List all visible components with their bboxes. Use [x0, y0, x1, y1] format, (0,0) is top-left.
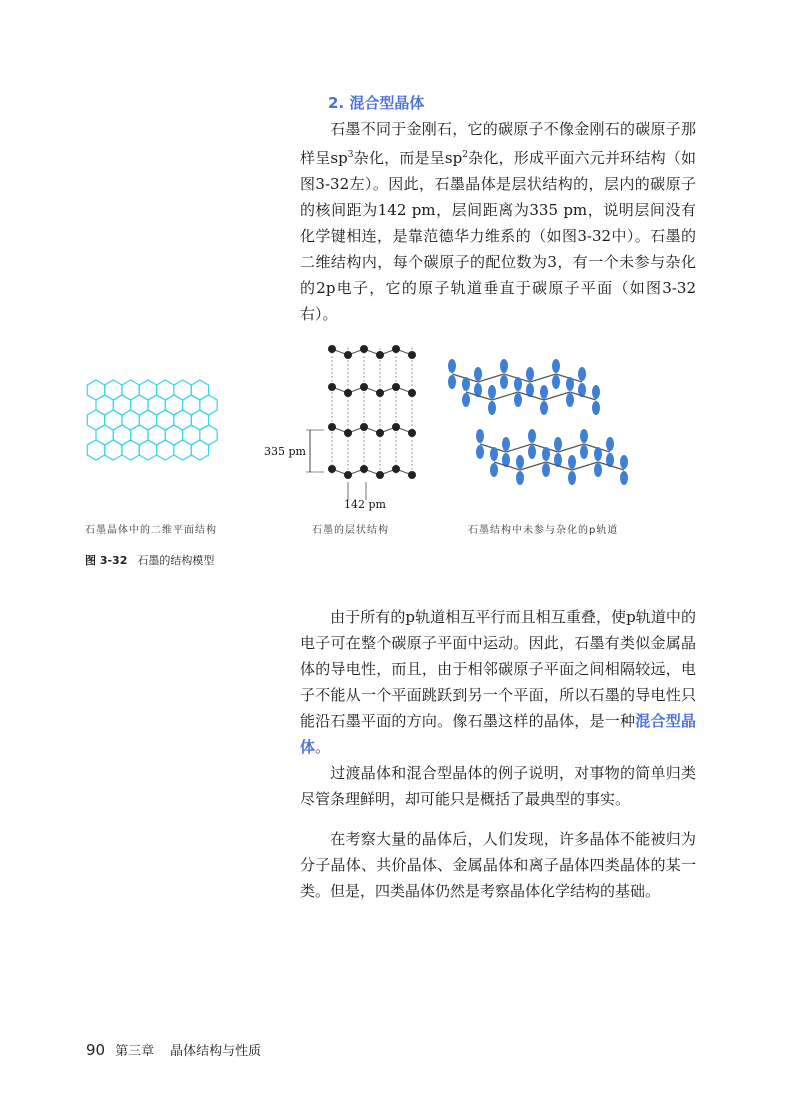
figure-title	[85, 552, 214, 568]
chapter-label: 第三章	[115, 1044, 155, 1059]
graphite-layer-figure	[262, 340, 422, 512]
paragraph4-text: 在考察大量的晶体后，人们发现，许多晶体不能被归为分子晶体、共价晶体、金属晶体和离子晶体四类晶体的某一类。但是，四类晶体仍然是考察晶体化学结构的基础。	[300, 830, 696, 900]
p-orbital-figure	[440, 348, 660, 498]
figure-number: 图 3-32	[85, 554, 128, 567]
graphite-2d-plane-figure	[82, 378, 242, 488]
paragraph-graphite-structure	[300, 116, 696, 327]
highlight-term: 混合型晶体	[300, 712, 696, 756]
paragraph-conductivity	[300, 604, 696, 760]
paragraph3-text: 过渡晶体和混合型晶体的例子说明，对事物的简单归类尽管条理鲜明，却可能只是概括了最典型的事实。	[300, 764, 696, 808]
paragraph1-text-b: 杂化，而是呈sp	[353, 149, 463, 167]
section-heading: 2. 混合型晶体	[328, 94, 425, 112]
superscript-3: 3	[347, 150, 354, 160]
paragraph1-text-c: 杂化，形成平面六元并环结构（如图3-32左）。因此，石墨晶体是层状结构的，层内的碳原子的核间距为142 pm，层间距离为335 pm，说明层间没有化学键相连，是靠范德华力维系的（如图3-32中）。石墨的二维结构内，每个碳原子的配位数为3，有一个未参与杂化的2p电子，它的原子轨道垂直于碳原子平面（如图3-32右）。	[300, 149, 696, 323]
paragraph2-end: 。	[315, 738, 331, 756]
figure-title-text: 石墨的结构模型	[137, 554, 215, 567]
paragraph-classification	[300, 760, 696, 812]
bond-length-label: 142 pm	[344, 498, 386, 511]
chapter-title: 晶体结构与性质	[170, 1044, 262, 1059]
superscript-2: 2	[462, 150, 468, 160]
interlayer-distance-label: 335 pm	[264, 445, 306, 458]
paragraph-conclusion	[300, 826, 696, 904]
paragraph2-text: 由于所有的p轨道相互平行而且相互重叠，使p轨道中的电子可在整个碳原子平面中运动。因此，石墨有类似金属晶体的导电性，而且，由于相邻碳原子平面之间相隔较远，电子不能从一个平面跳跃到另一个平面，所以石墨的导电性只能沿石墨平面的方向。像石墨这样的晶体，是一种	[300, 608, 696, 730]
caption-middle: 石墨的层状结构	[312, 525, 389, 536]
caption-right: 石墨结构中未参与杂化的p轨道	[468, 525, 619, 536]
page-footer	[86, 1040, 261, 1059]
caption-left: 石墨晶体中的二维平面结构	[85, 525, 217, 536]
paragraph1-text-a: 石墨不同于金刚石，它的碳原子不像金刚石的碳原子那样呈sp	[300, 120, 696, 167]
page-number: 90	[86, 1041, 106, 1059]
